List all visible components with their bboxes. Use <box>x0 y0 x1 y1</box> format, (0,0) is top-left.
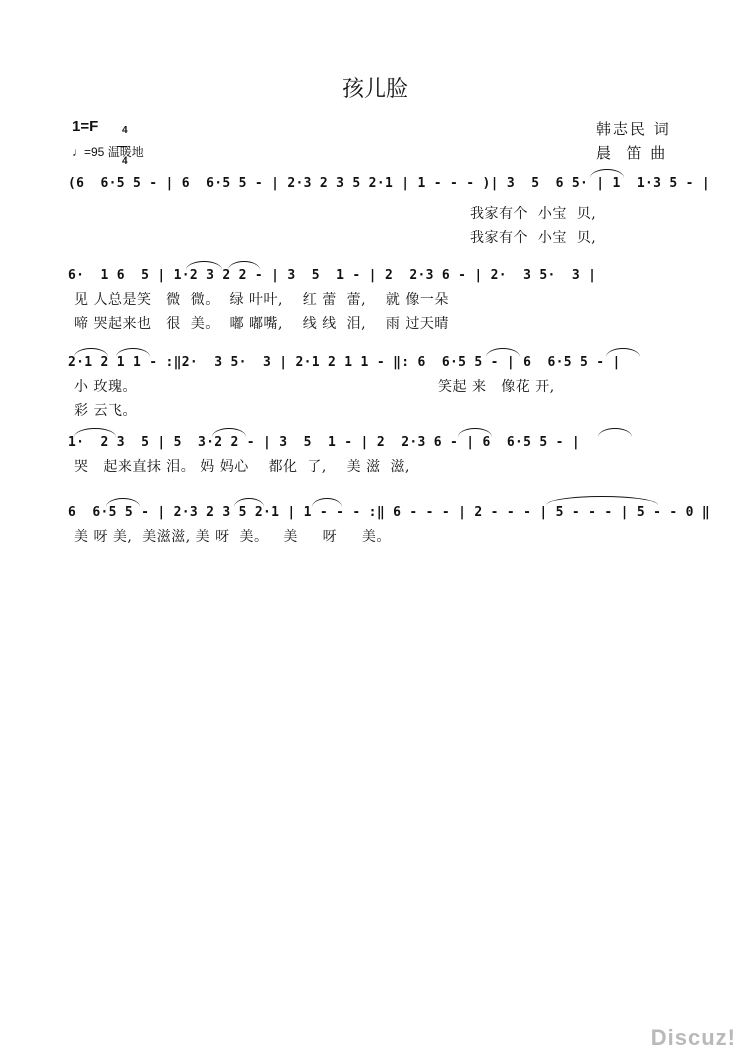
lyric-line-3-verse-1: 小 玫瑰。 <box>74 379 137 395</box>
time-signature-bottom: 4 <box>122 156 128 167</box>
lyric-line-1-verse-1: 我家有个 小宝 贝, <box>470 206 597 222</box>
lyric-line-5: 美 呀 美, 美滋滋, 美 呀 美。 美 呀 美。 <box>74 529 391 545</box>
notes-line-3: 2·1 2 1 1 - :‖2· 3 5· 3 | 2·1 2 1 1 - ‖: 6 6·5 5 - | 6 6·5 5 - | <box>68 355 621 370</box>
tempo-marking: ♩=95 温暖地 <box>72 145 144 159</box>
time-signature-top: 4 <box>122 125 128 136</box>
song-title: 孩儿脸 <box>341 77 408 102</box>
notes-line-2: 6· 1 6 5 | 1·2 3 2 2 - | 3 5 1 - | 2 2·3 6 - | 2· 3 5· 3 | <box>68 268 597 283</box>
notes-line-4: 1· 2 3 5 | 5 3·2 2 - | 3 5 1 - | 2 2·3 6 - | 6 6·5 5 - | <box>68 435 580 450</box>
key-signature: 1=F <box>72 118 99 135</box>
notes-line-1: (6 6·5 5 - | 6 6·5 5 - | 2·3 2 3 5 2·1 | 1 - - - )| 3 5 6 5· | 1 1·3 5 - | <box>68 176 711 191</box>
lyric-line-2-verse-2: 啼 哭起来也 很 美。 嘟 嘟嘴, 线 线 泪, 雨 过天晴 <box>74 316 449 332</box>
lyric-line-2-verse-1: 见 人总是笑 微 微。 绿 叶叶, 红 蕾 蕾, 就 像一朵 <box>74 292 449 308</box>
lyricist-credit: 韩志民 词 <box>596 120 671 138</box>
lyric-line-4: 哭 起来直抹 泪。 妈 妈心 都化 了, 美 滋 滋, <box>74 459 410 475</box>
lyric-line-1-verse-2: 我家有个 小宝 贝, <box>470 230 597 246</box>
watermark: Discuz! <box>650 1025 736 1050</box>
lyric-line-3-chorus: 笑起 来 像花 开, <box>438 379 555 395</box>
lyric-line-3-verse-2: 彩 云飞。 <box>74 403 137 419</box>
composer-credit: 晨 笛 曲 <box>596 144 668 162</box>
notes-line-5: 6 6·5 5 - | 2·3 2 3 5 2·1 | 1 - - - :‖ 6 - - - | 2 - - - | 5 - - - | 5 - - 0 ‖ <box>68 505 711 520</box>
